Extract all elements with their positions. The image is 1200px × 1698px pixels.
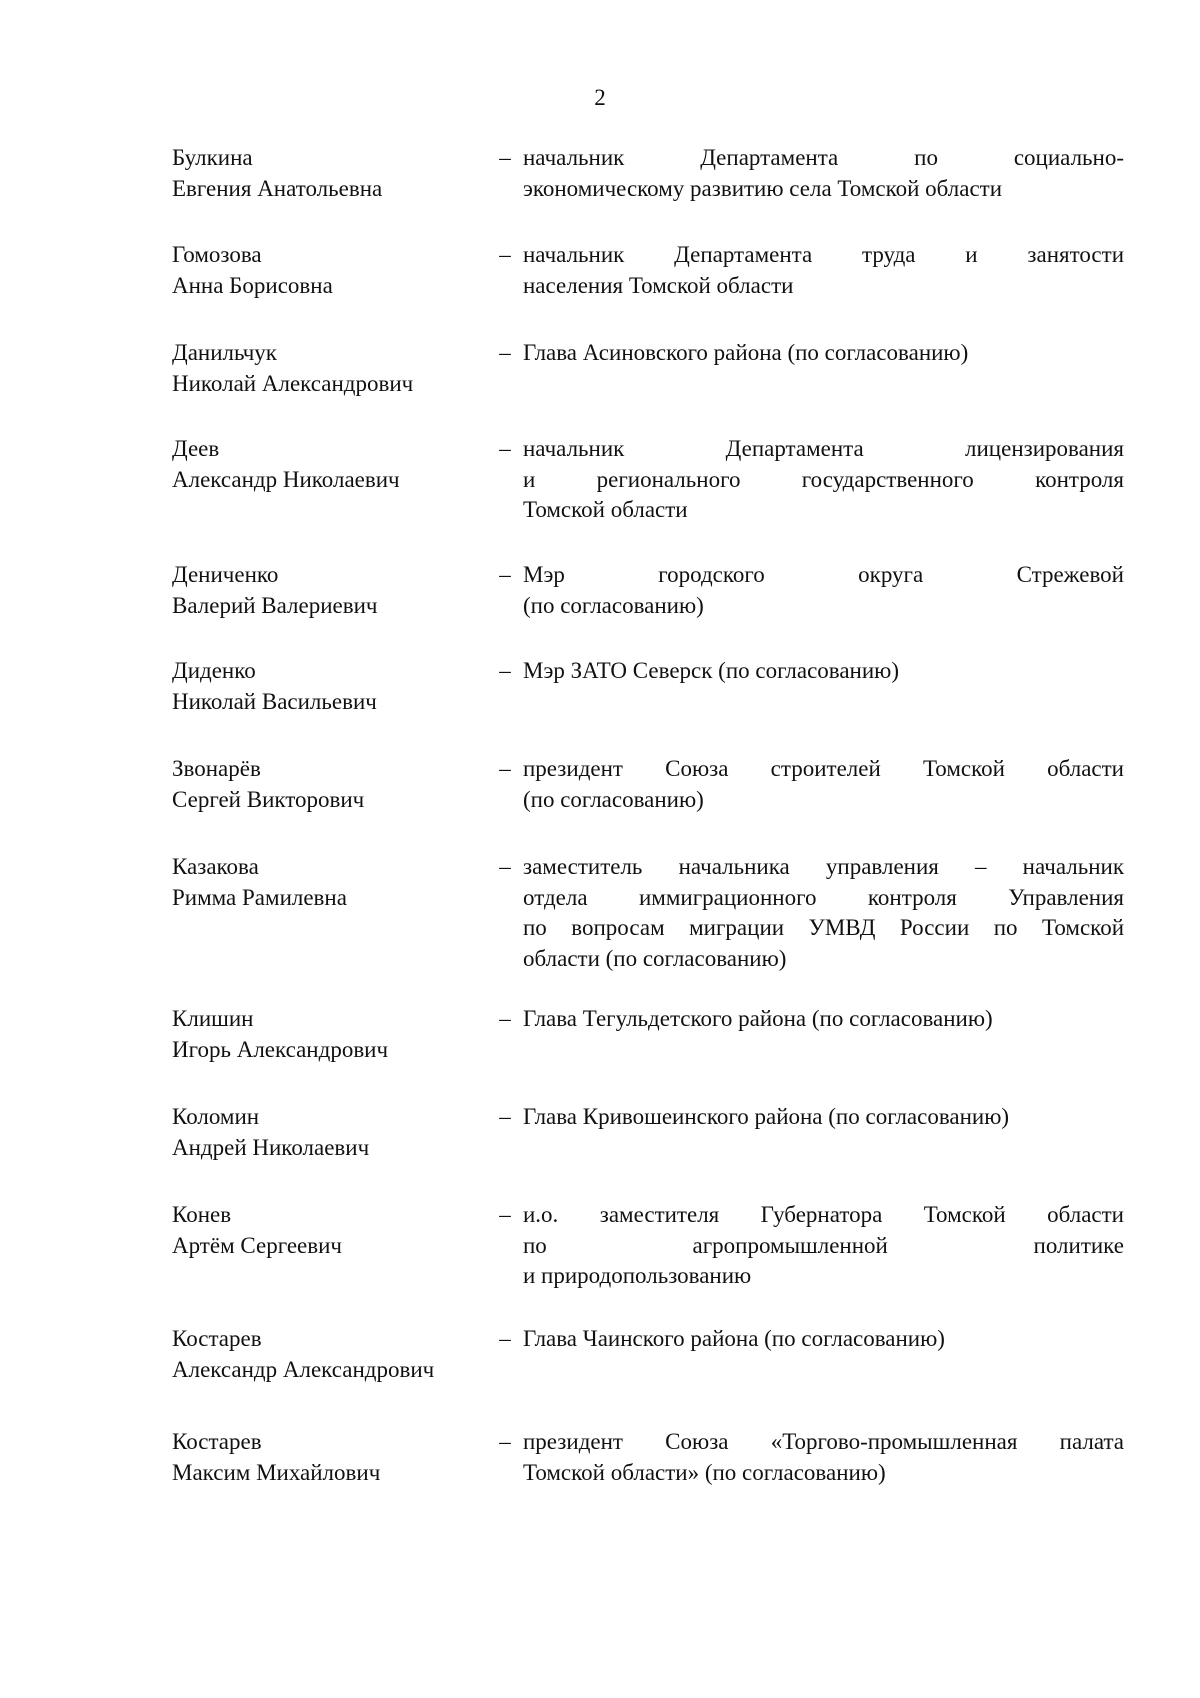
member-given-names: Максим Михайлович bbox=[172, 1459, 381, 1485]
member-given-names: Николай Васильевич bbox=[172, 688, 377, 714]
member-name bbox=[172, 852, 472, 913]
position-line: заместитель начальника управления – начальник bbox=[523, 854, 1124, 879]
member-position bbox=[523, 1200, 1124, 1292]
member-given-names: Евгения Анатольевна bbox=[172, 175, 383, 201]
separator-dash: – bbox=[499, 340, 511, 365]
member-surname: Конев bbox=[172, 1202, 232, 1227]
member-surname: Дениченко bbox=[172, 562, 279, 587]
member-name bbox=[172, 240, 472, 301]
position-line: и регионального государственного контроля bbox=[523, 466, 1124, 492]
member-given-names: Сергей Викторович bbox=[172, 786, 365, 812]
separator-dash: – bbox=[499, 1326, 511, 1351]
separator-dash: – bbox=[499, 1202, 511, 1227]
member-surname: Звонарёв bbox=[172, 756, 261, 781]
position-line: области (по согласованию) bbox=[523, 945, 787, 971]
position-line: экономическому развитию села Томской области bbox=[523, 175, 1003, 201]
position-line: Мэр ЗАТО Северск (по согласованию) bbox=[523, 658, 899, 683]
member-surname: Коломин bbox=[172, 1104, 260, 1129]
position-line: президент Союза строителей Томской области bbox=[523, 756, 1124, 781]
position-line: и природопользованию bbox=[523, 1263, 752, 1288]
separator-dash: – bbox=[499, 1104, 511, 1129]
member-position bbox=[523, 754, 1124, 815]
member-name bbox=[172, 1324, 472, 1385]
member-name bbox=[172, 1102, 472, 1163]
separator-dash: – bbox=[499, 242, 511, 267]
separator-dash: – bbox=[499, 436, 511, 461]
member-name bbox=[172, 143, 472, 204]
position-line: Мэр городского округа Стрежевой bbox=[523, 562, 1124, 587]
position-line: отдела иммиграционного контроля Управления bbox=[523, 884, 1124, 910]
member-position bbox=[523, 338, 1124, 369]
member-position bbox=[523, 1324, 1124, 1355]
separator-dash: – bbox=[499, 145, 511, 170]
member-position bbox=[523, 1102, 1124, 1133]
member-surname: Гомозова bbox=[172, 242, 262, 267]
member-given-names: Игорь Александрович bbox=[172, 1036, 389, 1062]
member-position bbox=[523, 240, 1124, 301]
member-surname: Казакова bbox=[172, 854, 259, 879]
member-name bbox=[172, 560, 472, 621]
position-line: начальник Департамента лицензирования bbox=[523, 436, 1124, 461]
member-name bbox=[172, 1004, 472, 1065]
position-line: (по согласованию) bbox=[523, 786, 704, 812]
position-line: начальник Департамента по социально- bbox=[523, 145, 1124, 170]
member-surname: Костарев bbox=[172, 1429, 262, 1454]
member-given-names: Александр Николаевич bbox=[172, 466, 400, 492]
separator-dash: – bbox=[499, 658, 511, 683]
position-line: начальник Департамента труда и занятости bbox=[523, 242, 1124, 267]
member-name bbox=[172, 434, 472, 495]
position-line: населения Томской области bbox=[523, 272, 794, 298]
member-given-names: Римма Рамилевна bbox=[172, 884, 347, 910]
position-line: и.о. заместителя Губернатора Томской области bbox=[523, 1202, 1124, 1227]
member-surname: Клишин bbox=[172, 1006, 254, 1031]
member-position bbox=[523, 1427, 1124, 1488]
separator-dash: – bbox=[499, 854, 511, 879]
member-given-names: Александр Александрович bbox=[172, 1356, 435, 1382]
member-surname: Деев bbox=[172, 436, 220, 461]
member-name bbox=[172, 338, 472, 399]
position-line: (по согласованию) bbox=[523, 592, 704, 618]
member-surname: Булкина bbox=[172, 145, 253, 170]
member-given-names: Анна Борисовна bbox=[172, 272, 333, 298]
member-surname: Костарев bbox=[172, 1326, 262, 1351]
member-given-names: Валерий Валериевич bbox=[172, 592, 378, 618]
position-line: Глава Кривошеинского района (по согласованию) bbox=[523, 1104, 1010, 1129]
position-line: Томской области bbox=[523, 497, 688, 522]
member-name bbox=[172, 754, 472, 815]
member-name bbox=[172, 656, 472, 717]
member-position bbox=[523, 852, 1124, 974]
position-line: по вопросам миграции УМВД России по Томской bbox=[523, 915, 1124, 940]
position-line: Глава Чаинского района (по согласованию) bbox=[523, 1326, 945, 1351]
position-line: Томской области» (по согласованию) bbox=[523, 1459, 886, 1485]
member-position bbox=[523, 434, 1124, 526]
separator-dash: – bbox=[499, 1006, 511, 1031]
member-given-names: Николай Александрович bbox=[172, 370, 414, 396]
separator-dash: – bbox=[499, 756, 511, 781]
position-line: президент Союза «Торгово-промышленная палата bbox=[523, 1429, 1124, 1454]
position-line: Глава Асиновского района (по согласованию) bbox=[523, 340, 969, 365]
member-position bbox=[523, 560, 1124, 621]
member-surname: Диденко bbox=[172, 658, 256, 683]
member-position bbox=[523, 143, 1124, 204]
position-line: по агропромышленной политике bbox=[523, 1232, 1124, 1258]
position-line: Глава Тегульдетского района (по согласованию) bbox=[523, 1006, 993, 1031]
separator-dash: – bbox=[499, 562, 511, 587]
member-given-names: Андрей Николаевич bbox=[172, 1134, 370, 1160]
separator-dash: – bbox=[499, 1429, 511, 1454]
member-position bbox=[523, 656, 1124, 687]
member-name bbox=[172, 1427, 472, 1488]
member-position bbox=[523, 1004, 1124, 1035]
member-surname: Данильчук bbox=[172, 340, 277, 365]
member-name bbox=[172, 1200, 472, 1261]
page-number: 2 bbox=[594, 85, 606, 110]
member-given-names: Артём Сергеевич bbox=[172, 1232, 342, 1258]
